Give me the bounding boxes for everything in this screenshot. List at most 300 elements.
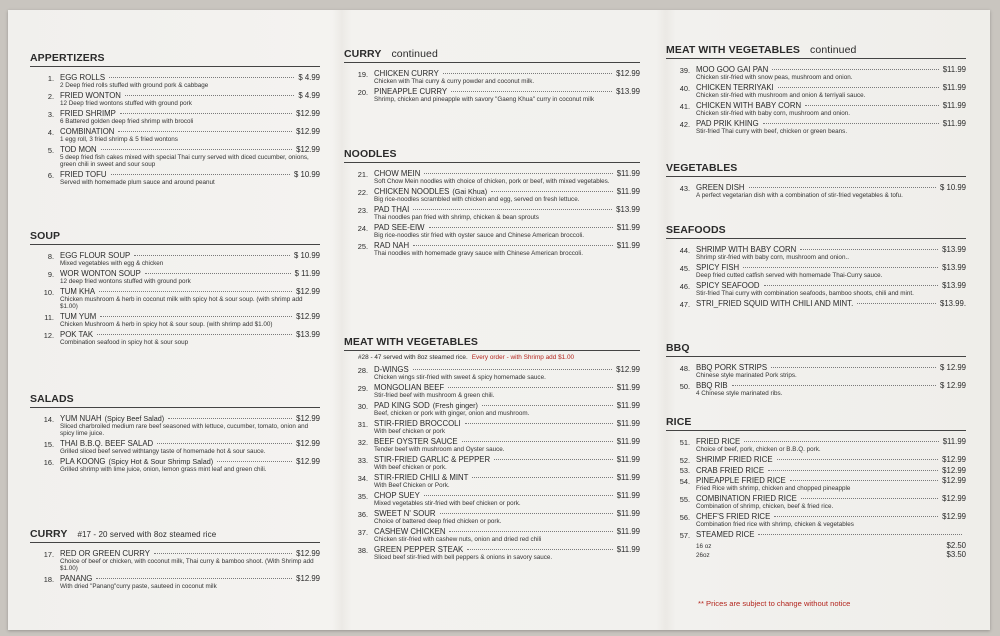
- menu-item: [666, 245, 966, 261]
- dot-leader: [111, 174, 290, 175]
- dot-leader: [763, 123, 939, 124]
- dot-leader: [800, 249, 938, 250]
- item-description: 12 deep fried wontons stuffed with ground pork: [60, 278, 191, 285]
- item-row: [60, 145, 320, 154]
- item-name-text: SWEET N' SOUR: [374, 509, 436, 518]
- section-heading: [344, 48, 640, 63]
- item-name-text: BBQ PORK STRIPS: [696, 363, 768, 372]
- item-description: 12 Deep fried wontons stuffed with ground pork: [60, 100, 192, 107]
- item-number: 31.: [357, 419, 368, 429]
- menu-item: [344, 545, 640, 561]
- menu-section: [344, 48, 640, 105]
- item-row: [374, 527, 640, 536]
- item-name: [60, 330, 93, 339]
- item-name: [696, 494, 797, 503]
- menu-section: [344, 336, 640, 563]
- item-number: 16.: [43, 457, 54, 467]
- item-description: Stir-fried Thai curry with combination seafoods, bamboo shoots, chili and mint.: [696, 290, 914, 297]
- section-title: SOUP: [30, 230, 61, 242]
- item-name: [696, 119, 759, 128]
- item-number: 6.: [47, 170, 54, 180]
- menu-section: [30, 393, 320, 475]
- menu-item: [30, 170, 320, 186]
- item-price: $13.99: [942, 281, 966, 290]
- item-price: $11.99: [616, 241, 640, 250]
- item-description: Chicken with Thai curry & curry powder and coconut milk.: [374, 78, 535, 85]
- item-name: [696, 281, 760, 290]
- item-number: 40.: [679, 83, 690, 93]
- menu-item: [344, 401, 640, 417]
- dot-leader: [801, 498, 938, 499]
- menu-item: [30, 330, 320, 346]
- item-number: 3.: [47, 109, 54, 119]
- dot-leader: [771, 367, 936, 368]
- item-description: Thai noodles with homemade gravy sauce with Chinese American broccoli.: [374, 250, 583, 257]
- item-price: $11.99: [942, 119, 966, 128]
- item-description: Sliced beef stir-fried with bell peppers & onions in savory sauce.: [374, 554, 553, 561]
- item-name-text: SPICY FISH: [696, 263, 740, 272]
- dot-leader: [790, 480, 938, 481]
- item-description: Sliced charbroiled medium rare beef seasoned with lettuce, cucumber, tomato, onion and spicy lime juice.: [60, 423, 309, 438]
- item-description: Chicken mushroom & herb in coconut milk with spicy hot & sour soup. (with shrimp add $1.00): [60, 296, 303, 311]
- menu-item: [344, 419, 640, 435]
- section-title: MEAT WITH VEGETABLES: [344, 336, 479, 348]
- menu-item: [344, 509, 640, 525]
- item-number: 15.: [43, 439, 54, 449]
- item-name-text: PAD KING SOD: [374, 401, 430, 410]
- item-name-text: CHOW MEIN: [374, 169, 421, 178]
- item-number: 10.: [43, 287, 54, 297]
- item-name-text: CHICKEN NOODLES: [374, 187, 450, 196]
- dot-leader: [451, 91, 612, 92]
- item-description: 4 Chinese style marinated ribs.: [696, 390, 783, 397]
- item-price: $11.99: [616, 491, 640, 500]
- item-number: 11.: [44, 312, 54, 322]
- item-name-text: FRIED SHRIMP: [60, 109, 116, 118]
- item-row: [696, 437, 966, 446]
- item-price: $12.99: [942, 455, 966, 464]
- section-title: SEAFOODS: [666, 224, 726, 236]
- item-description: Chicken stir-fried with baby corn, mushroom and onion.: [696, 110, 850, 117]
- dot-leader: [96, 578, 292, 579]
- item-row: [60, 312, 320, 321]
- section-title: APPERTIZERS: [30, 52, 105, 64]
- item-row: [696, 512, 966, 521]
- dot-leader: [774, 516, 938, 517]
- item-price: $13.99: [616, 205, 640, 214]
- item-description: Combination of shrimp, chicken, beef & fried rice.: [696, 503, 834, 511]
- item-number: 2.: [47, 91, 54, 101]
- item-row: [696, 363, 966, 372]
- item-row: [696, 65, 966, 74]
- item-name: [374, 473, 468, 482]
- item-row: [374, 169, 640, 178]
- item-row: [374, 241, 640, 250]
- item-name-text: STIR-FRIED GARLIC & PEPPER: [374, 455, 491, 464]
- item-price: $11.99: [616, 187, 640, 196]
- item-description: Choice of battered deep fried chicken or pork.: [374, 518, 502, 525]
- item-price: $ 12.99: [939, 363, 966, 372]
- item-name: [696, 530, 754, 539]
- dot-leader: [449, 531, 612, 532]
- item-price: $12.99: [296, 312, 320, 322]
- item-number: 4.: [47, 127, 54, 137]
- section-heading: [666, 224, 966, 239]
- item-number: 22.: [357, 187, 368, 197]
- item-price: $13.99: [616, 87, 640, 96]
- item-name: [374, 383, 444, 392]
- menu-item: [666, 83, 966, 99]
- menu-item: [344, 223, 640, 239]
- section-heading: [30, 52, 320, 67]
- dot-leader: [758, 534, 962, 535]
- dot-leader: [465, 423, 613, 424]
- item-price: $ 10.99: [293, 170, 320, 180]
- item-name: [60, 73, 105, 82]
- menu-section: [666, 162, 966, 201]
- menu-section: [344, 148, 640, 259]
- dot-leader: [472, 477, 612, 478]
- item-description: Beef, chicken or pork with ginger, onion and mushroom.: [374, 410, 530, 417]
- item-price: $11.99: [616, 473, 640, 482]
- item-name-text: PAD SEE-EIW: [374, 223, 425, 232]
- item-row: [374, 69, 640, 78]
- item-price: $12.99: [942, 494, 966, 504]
- item-price: $12.99: [616, 365, 640, 374]
- item-description: Chicken wings stir-fried with sweet & spicy homemade sauce.: [374, 374, 546, 381]
- menu-item: [30, 73, 320, 89]
- menu-section: [30, 52, 320, 188]
- item-name: [374, 455, 490, 464]
- item-description: Grilled shrimp with lime juice, onion, lemon grass mint leaf and green chili.: [60, 466, 267, 474]
- menu-item: [666, 299, 966, 308]
- item-row: [696, 183, 966, 192]
- menu-column-1: [30, 10, 320, 630]
- item-name-text: PLA KOONG: [60, 457, 106, 467]
- item-name-text: FRIED WONTON: [60, 91, 121, 100]
- item-number: 5.: [47, 145, 54, 155]
- menu-item: [666, 466, 966, 475]
- menu-column-3: [666, 10, 966, 630]
- dot-leader: [413, 369, 612, 370]
- item-name: [696, 299, 853, 308]
- section-heading: [30, 230, 320, 245]
- item-number: 37.: [357, 527, 368, 537]
- item-name-text: EGG FLOUR SOUP: [60, 251, 131, 260]
- section-title: CURRY: [30, 528, 68, 540]
- item-number: 43.: [679, 183, 690, 193]
- item-description: Tender beef with mushroom and Oyster sauce.: [374, 446, 505, 453]
- section-heading: [666, 342, 966, 357]
- item-price: $12.99: [296, 439, 320, 449]
- item-name-text: YUM NUAH: [60, 414, 102, 423]
- item-name: [60, 145, 97, 154]
- item-name: [696, 183, 745, 192]
- item-row: [696, 119, 966, 128]
- rice-size-label: 16 oz: [696, 542, 712, 550]
- item-row: [374, 473, 640, 482]
- menu-item: [30, 269, 320, 285]
- item-name: [374, 545, 463, 554]
- item-subtitle: (Gai Khua): [452, 187, 488, 196]
- menu-page: [8, 10, 990, 630]
- item-number: 41.: [679, 101, 690, 111]
- item-number: 12.: [43, 330, 54, 340]
- dot-leader: [120, 113, 292, 114]
- dot-leader: [440, 513, 613, 514]
- menu-item: [30, 457, 320, 473]
- menu-item: [666, 263, 966, 279]
- menu-item: [30, 287, 320, 311]
- item-description: Shrimp, chicken and pineapple with savory "Gaeng Khua" curry in coconut milk: [374, 96, 595, 103]
- menu-item: [30, 414, 320, 438]
- item-description: With Beef Chicken or Pork.: [374, 482, 450, 489]
- rice-size-label: 26oz: [696, 552, 710, 560]
- item-description: Chicken stir-fried with mushroom and onion & terriyali sauce.: [696, 92, 866, 99]
- item-number: 19.: [357, 69, 368, 79]
- menu-item: [666, 363, 966, 379]
- section-heading: [666, 44, 966, 59]
- item-number: 32.: [357, 437, 368, 447]
- item-name-text: PAD PRIK KHING: [696, 119, 759, 128]
- item-row: [60, 574, 320, 583]
- item-name: [696, 476, 786, 485]
- item-row: [60, 457, 320, 466]
- dot-leader: [424, 495, 613, 496]
- item-description: Choice of beef, pork, chicken or B.B.Q. pork.: [696, 446, 821, 453]
- menu-item: [30, 127, 320, 143]
- item-row: [696, 263, 966, 272]
- item-row: [60, 330, 320, 339]
- dot-leader: [777, 459, 939, 460]
- section-title: BBQ: [666, 342, 690, 354]
- item-description: Shrimp stir-fried with baby corn, mushroom and onion..: [696, 254, 849, 261]
- item-name-text: CHEF'S FRIED RICE: [696, 512, 771, 522]
- item-price: $12.99: [296, 127, 320, 136]
- item-price: $12.99: [296, 574, 320, 584]
- item-description: Chicken stir-fried with cashew nuts, onion and dried red chili: [374, 536, 542, 543]
- menu-item: [344, 437, 640, 453]
- item-name: [60, 549, 150, 558]
- menu-item: [666, 281, 966, 297]
- menu-item: [666, 65, 966, 81]
- item-name-text: STEAMED RICE: [696, 530, 755, 540]
- rice-size-price: $2.50: [946, 540, 966, 550]
- item-number: 9.: [47, 269, 54, 279]
- item-row: [696, 381, 966, 390]
- item-name-text: TUM KHA: [60, 287, 96, 296]
- item-row: [696, 476, 966, 485]
- menu-item: [30, 574, 320, 590]
- item-row: [374, 205, 640, 214]
- item-name: [60, 312, 96, 321]
- item-number: 1.: [47, 73, 54, 83]
- section-heading: [30, 528, 320, 543]
- item-number: 57.: [679, 530, 690, 540]
- item-name-text: RAD NAH: [374, 241, 410, 250]
- item-row: [696, 494, 966, 503]
- item-name: [696, 263, 739, 272]
- dot-leader: [97, 334, 292, 335]
- section-heading: [30, 393, 320, 408]
- item-price: $12.99: [616, 69, 640, 78]
- item-number: 28.: [357, 365, 368, 375]
- section-title: MEAT WITH VEGETABLES: [666, 44, 801, 56]
- dot-leader: [491, 191, 613, 192]
- item-number: 29.: [357, 383, 368, 393]
- menu-item: [666, 530, 966, 539]
- item-name: [374, 401, 478, 410]
- item-description: 6 Battered golden deep fried shrimp with brocoli: [60, 118, 194, 125]
- dot-leader: [744, 441, 939, 442]
- menu-section: [666, 224, 966, 310]
- item-name-text: CASHEW CHICKEN: [374, 527, 446, 536]
- item-name-text: SPICY SEAFOOD: [696, 281, 760, 290]
- dot-leader: [100, 316, 292, 317]
- item-name-text: COMBINATION FRIED RICE: [696, 494, 797, 504]
- section-heading: [666, 416, 966, 431]
- menu-section: [30, 230, 320, 348]
- item-number: 44.: [679, 245, 690, 255]
- item-number: 18.: [43, 574, 54, 584]
- item-name: [374, 509, 436, 518]
- item-name: [696, 65, 768, 74]
- item-row: [374, 223, 640, 232]
- item-name: [60, 109, 116, 118]
- item-row: [60, 109, 320, 118]
- item-description: Choice of beef or chicken, with coconut milk, Thai curry & bamboo shoot. (With Shrimp add $1.00): [60, 558, 314, 573]
- dot-leader: [168, 418, 292, 419]
- item-price: $ 10.99: [293, 251, 320, 260]
- item-price: $11.99: [616, 383, 640, 392]
- item-price: $12.99: [296, 549, 320, 558]
- item-row: [696, 245, 966, 254]
- item-row: [374, 365, 640, 374]
- item-price: $11.99: [616, 169, 640, 178]
- item-price: $12.99: [942, 512, 966, 522]
- steamed-rice-size: [666, 541, 966, 550]
- section-serving-note: [358, 354, 640, 361]
- item-price: $13.99.: [939, 299, 966, 308]
- section-serving-note: #17 - 20 served with 8oz steamed rice: [77, 530, 217, 539]
- item-description: Mixed vegetables with egg & chicken: [60, 260, 164, 267]
- item-row: [374, 455, 640, 464]
- item-number: 50.: [679, 381, 690, 391]
- item-name-text: CHICKEN CURRY: [374, 69, 439, 78]
- item-name: [60, 127, 114, 136]
- item-name-text: TOD MON: [60, 145, 97, 154]
- item-name-text: STIR-FRIED CHILI & MINT: [374, 473, 469, 482]
- item-name-text: CHICKEN WITH BABY CORN: [696, 101, 802, 110]
- item-description: A perfect vegetarian dish with a combination of stir-fried vegetables & tofu.: [696, 192, 903, 199]
- menu-item: [344, 169, 640, 185]
- menu-column-2: [344, 10, 640, 630]
- item-name-text: SHRIMP WITH BABY CORN: [696, 245, 797, 254]
- item-number: 45.: [679, 263, 690, 273]
- menu-item: [30, 251, 320, 267]
- item-row: [696, 299, 966, 308]
- dot-leader: [443, 73, 612, 74]
- item-name: [374, 87, 447, 96]
- item-number: 24.: [357, 223, 368, 233]
- item-name-text: FRIED TOFU: [60, 170, 107, 180]
- item-description: Chicken Mushroom & herb in spicy hot & sour soup. (with shrimp add $1.00): [60, 321, 273, 329]
- steamed-rice-size: [666, 550, 966, 559]
- item-name: [60, 457, 213, 466]
- item-price: $13.99: [296, 330, 320, 340]
- item-name: [374, 69, 439, 78]
- item-row: [60, 439, 320, 448]
- item-name-text: TUM YUM: [60, 312, 97, 322]
- item-name: [696, 512, 770, 521]
- menu-section: [666, 416, 966, 560]
- item-row: [60, 414, 320, 423]
- dot-leader: [467, 549, 612, 550]
- item-row: [374, 383, 640, 392]
- item-name: [60, 269, 141, 278]
- item-description: Chicken stir-fried with snow peas, mushroom and onion.: [696, 74, 853, 81]
- item-name: [60, 91, 121, 100]
- item-number: 54.: [679, 476, 690, 486]
- item-subtitle: (Fresh ginger): [432, 401, 478, 410]
- item-name: [374, 437, 458, 446]
- item-name: [60, 287, 95, 296]
- item-row: [60, 549, 320, 558]
- item-name: [696, 245, 796, 254]
- item-name: [374, 491, 420, 500]
- item-name-text: PINEAPPLE CURRY: [374, 87, 448, 96]
- item-row: [374, 419, 640, 428]
- item-name: [696, 437, 740, 446]
- item-number: 46.: [679, 281, 690, 291]
- item-name-text: CRAB FRIED RICE: [696, 465, 765, 475]
- section-title: VEGETABLES: [666, 162, 738, 174]
- dot-leader: [413, 245, 613, 246]
- rice-size-price: $3.50: [946, 550, 966, 560]
- item-name: [374, 223, 425, 232]
- item-price: $11.99: [942, 437, 966, 446]
- item-row: [60, 127, 320, 136]
- item-price: $11.99: [616, 437, 640, 446]
- item-name: [374, 527, 445, 536]
- item-number: 8.: [47, 251, 54, 261]
- item-description: Fried Rice with shrimp, chicken and chopped pineapple: [696, 485, 851, 493]
- item-row: [60, 91, 320, 100]
- item-number: 33.: [357, 455, 368, 465]
- item-name-text: GREEN PEPPER STEAK: [374, 545, 464, 554]
- dot-leader: [118, 131, 292, 132]
- item-name-text: BBQ RIB: [696, 381, 728, 390]
- item-name-text: COMBINATION: [60, 127, 115, 136]
- item-number: 25.: [357, 241, 368, 251]
- dot-leader: [145, 273, 291, 274]
- item-number: 36.: [357, 509, 368, 519]
- item-name: [696, 466, 764, 475]
- item-description: Soft Chow Mein noodles with choice of chicken, pork or beef, with mixed vegetables.: [374, 178, 610, 185]
- item-name-text: MOO GOO GAI PAN: [696, 65, 769, 74]
- item-row: [374, 187, 640, 196]
- section-title: CURRY: [344, 48, 382, 60]
- item-number: 17.: [43, 549, 54, 559]
- item-name-text: FRIED RICE: [696, 437, 741, 446]
- item-description: Thai noodles pan fried with shrimp, chicken & bean sprouts: [374, 214, 539, 221]
- item-name-text: SHRIMP FRIED RICE: [696, 455, 773, 464]
- menu-item: [666, 381, 966, 397]
- price-change-notice: ** Prices are subject to change without notice: [698, 599, 851, 608]
- section-heading: [344, 336, 640, 351]
- section-title: NOODLES: [344, 148, 397, 160]
- item-row: [696, 83, 966, 92]
